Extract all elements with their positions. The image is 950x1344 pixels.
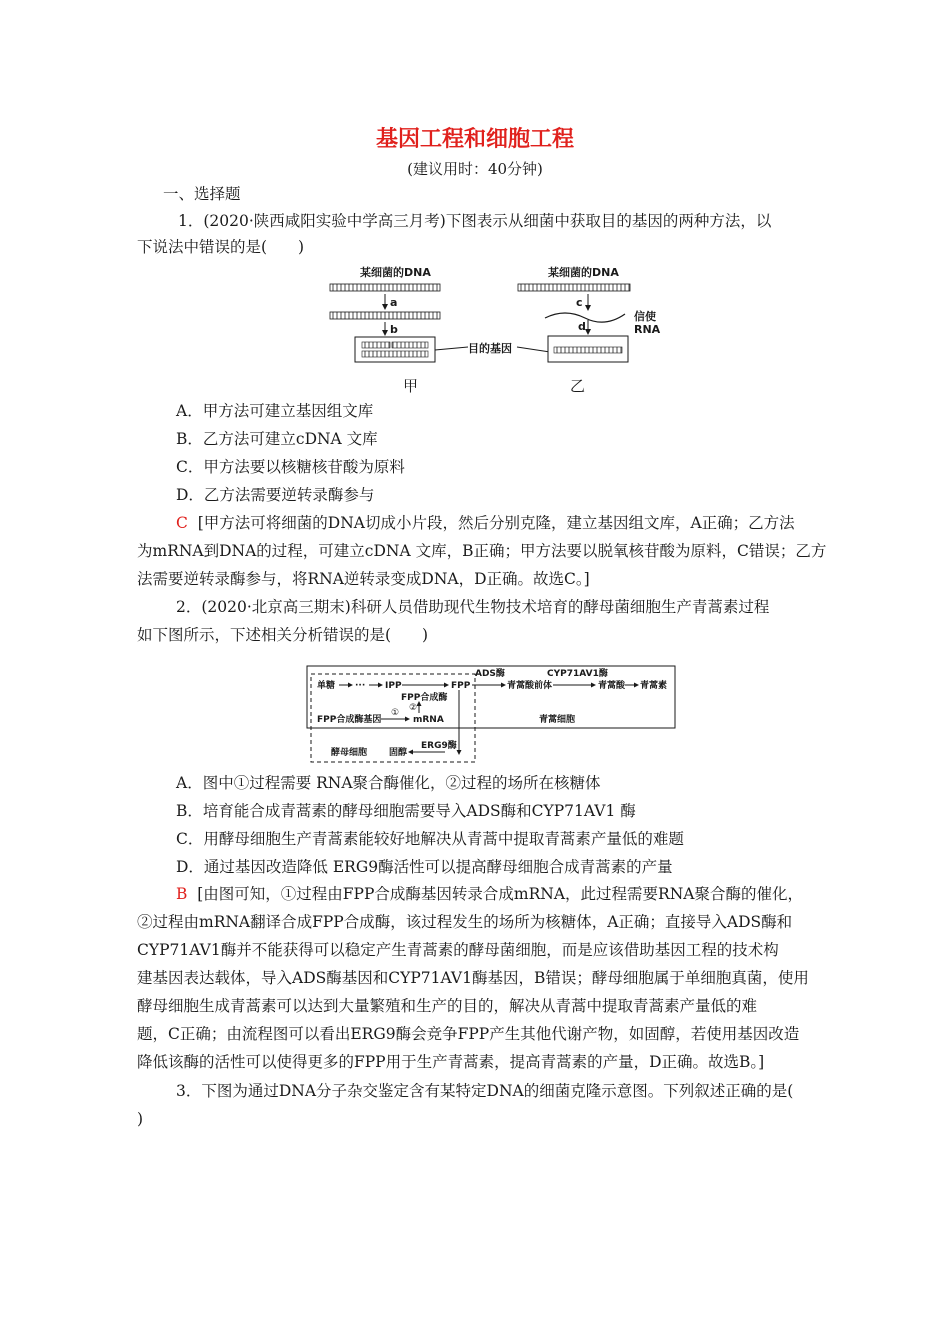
q1-explanation-line1 (176, 512, 795, 534)
q2-circle2: ② (409, 703, 418, 713)
q2-fpp: FPP (451, 681, 471, 691)
q2-precursor: 青蒿酸前体 (507, 681, 553, 691)
q2-explanation-line2: ②过程由mRNA翻译合成FPP合成酶，该过程发生的场所为核糖体，A正确；直接导入ADS酶和 (137, 913, 793, 931)
q2-artemisinin: 青蒿素 (640, 681, 668, 691)
q2-explanation-line7: 降低该酶的活性可以使得更多的FPP用于生产青蒿素，提高青蒿素的产量，D正确。故选B。] (137, 1053, 765, 1071)
q2-fpp-synthase: FPP合成酶 (401, 693, 448, 703)
q2-explanation-line1 (176, 883, 803, 905)
q2-explanation-line4: 建基因表达载体，导入ADS酶基因和CYP71AV1酶基因，B错误；酵母细胞属于单细胞真菌，使用 (137, 969, 809, 987)
q2-fpp-gene: FPP合成酶基因 (317, 715, 382, 725)
q1-figure (320, 262, 680, 374)
q1-mrna-label-1: 信使 (634, 310, 656, 323)
q1-stem-line2: 下说法中错误的是( ) (137, 238, 305, 256)
q1-target-gene-label: 目的基因 (468, 342, 512, 355)
q2-dots: ··· (355, 681, 366, 691)
q2-explanation-line5: 酵母细胞生成青蒿素可以达到大量繁殖和生产的目的，解决从青蒿中提取青蒿素产量低的难 (137, 997, 758, 1015)
q1-stem-line1: 1．(2020·陕西咸阳实验中学高三月考)下图表示从细菌中获取目的基因的两种方法，以 (178, 212, 772, 230)
q1-explanation-text: [甲方法可将细菌的DNA切成小片段，然后分别克隆，建立基因组文库，A正确；乙方法 (197, 514, 795, 532)
q1-arrow-b: b (390, 323, 398, 336)
q1-option-b: B．乙方法可建立cDNA 文库 (176, 430, 378, 448)
q2-figure (305, 662, 685, 766)
q2-explanation-line3: CYP71AV1酶并不能获得可以稳定产生青蒿素的酵母菌细胞，而是应该借助基因工程的技术构 (137, 941, 779, 959)
q2-cyp: CYP71AV1酶 (547, 669, 608, 679)
page-title: 基因工程和细胞工程 (375, 126, 574, 152)
q2-answer-letter: B (176, 885, 188, 903)
q1-caption-left: 甲 (403, 377, 419, 395)
q1-explanation-line2: 为mRNA到DNA的过程，可建立cDNA 文库，B正确；甲方法要以脱氧核苷酸为原料，C错误；乙方 (137, 542, 827, 560)
page-subtitle: (建议用时：40分钟) (407, 160, 543, 178)
q2-option-b: B．培育能合成青蒿素的酵母细胞需要导入ADS酶和CYP71AV1 酶 (176, 802, 636, 820)
q1-arrow-a: a (390, 296, 398, 309)
q2-ipp: IPP (385, 681, 402, 691)
q1-left-top-label: 某细菌的DNA (360, 266, 431, 279)
q2-mrna: mRNA (413, 715, 444, 725)
q1-option-a: A．甲方法可建立基因组文库 (176, 402, 374, 420)
q2-stem-line1: 2．(2020·北京高三期末)科研人员借助现代生物技术培育的酵母菌细胞生产青蒿素过程 (176, 598, 770, 616)
q2-artemisinic-acid: 青蒿酸 (598, 681, 626, 691)
q2-stem-line2: 如下图所示，下述相关分析错误的是( ) (137, 626, 429, 644)
q2-explanation-line6: 题，C正确；由流程图可以看出ERG9酶会竞争FPP产生其他代谢产物，如固醇，若使用基因改造 (137, 1025, 800, 1043)
q3-stem-line2: ) (137, 1110, 144, 1128)
q2-erg9: ERG9酶 (421, 741, 457, 751)
q2-option-d: D．通过基因改造降低 ERG9酶活性可以提高酵母细胞合成青蒿素的产量 (176, 858, 673, 876)
q1-answer-letter: C (176, 514, 188, 532)
q2-explanation-text: [由图可知，①过程由FPP合成酶基因转录合成mRNA，此过程需要RNA聚合酶的催化， (197, 885, 803, 903)
q1-caption-right: 乙 (570, 377, 586, 395)
q1-mrna-label-2: RNA (634, 323, 661, 336)
q1-option-d: D．乙方法需要逆转录酶参与 (176, 486, 375, 504)
q2-sterol: 固醇 (389, 748, 408, 758)
q2-option-a: A．图中①过程需要 RNA聚合酶催化，②过程的场所在核糖体 (176, 774, 601, 792)
q1-arrow-c: c (576, 296, 583, 309)
q2-option-c: C．用酵母细胞生产青蒿素能较好地解决从青蒿中提取青蒿素产量低的难题 (176, 830, 684, 848)
q2-yeast-cell: 酵母细胞 (331, 748, 368, 758)
q2-artemisia-cell: 青蒿细胞 (539, 715, 576, 725)
q1-right-top-label: 某细菌的DNA (548, 266, 619, 279)
q2-circle1: ① (391, 708, 400, 718)
q3-stem-line1: 3．下图为通过DNA分子杂交鉴定含有某特定DNA的细菌克隆示意图。下列叙述正确的是( (176, 1082, 794, 1100)
q2-sugar: 单糖 (317, 681, 336, 691)
section-heading: 一、选择题 (163, 185, 241, 203)
q1-option-c: C．甲方法要以核糖核苷酸为原料 (176, 458, 405, 476)
q1-arrow-d: d (578, 320, 586, 333)
q2-ads: ADS酶 (475, 669, 505, 679)
q1-explanation-line3: 法需要逆转录酶参与，将RNA逆转录变成DNA，D正确。故选C。] (137, 570, 590, 588)
